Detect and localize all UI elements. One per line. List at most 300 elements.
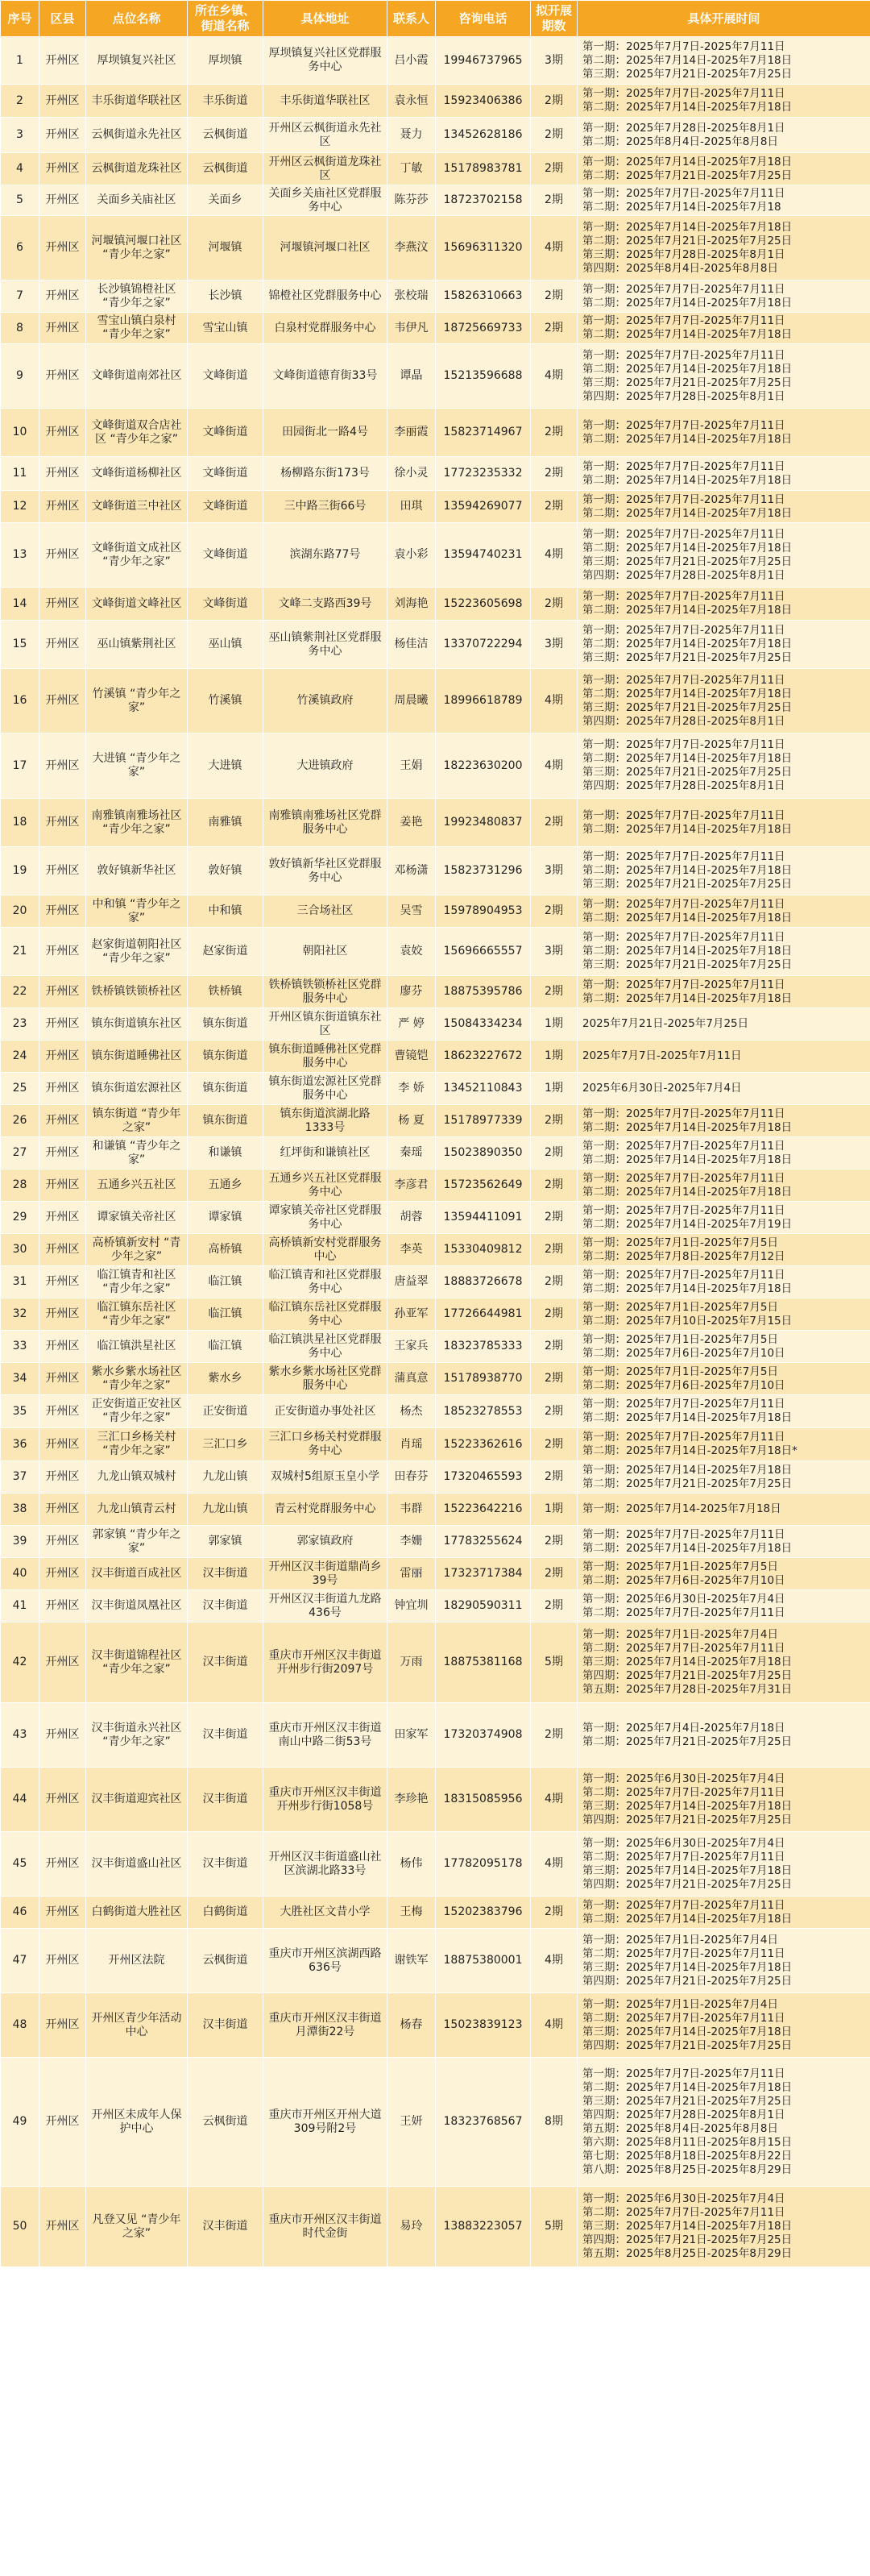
contact-cell: 袁永恒 — [387, 85, 436, 118]
schedule-period-line: 第四期：2025年7月28日-2025年8月1日 — [582, 2108, 785, 2121]
phone-cell: 15723562649 — [436, 1170, 531, 1202]
phone-cell: 17320465593 — [436, 1461, 531, 1494]
contact-cell: 李彦君 — [387, 1170, 436, 1202]
contact-cell: 肖瑶 — [387, 1428, 436, 1461]
contact-cell: 杨佳洁 — [387, 621, 436, 669]
schedule-period-line: 第二期：2025年7月7日-2025年7月11日 — [582, 2011, 785, 2025]
phone-cell: 18875381168 — [436, 1622, 531, 1703]
periods-cell: 4期 — [531, 216, 578, 280]
row-number-cell: 1 — [1, 37, 39, 85]
schedule-period-line: 第二期：2025年7月14日-2025年7月18 — [582, 200, 781, 214]
town-cell: 文峰街道 — [188, 457, 263, 491]
schedule-period-line: 第三期：2025年7月21日-2025年7月25日 — [582, 651, 793, 664]
county-cell: 开州区 — [39, 185, 86, 216]
schedule-period-line: 第一期：2025年7月1日-2025年7月5日 — [582, 1300, 778, 1314]
schedule-period-line: 第二期：2025年7月14日-2025年7月18日 — [582, 296, 793, 310]
table-header-row — [1, 1, 870, 37]
schedule-period-line: 第四期：2025年7月21日-2025年7月25日 — [582, 2233, 793, 2246]
site-name-cell: 大进镇 “青少年之家” — [86, 733, 188, 799]
site-name-cell: 汉丰街道凤凰社区 — [86, 1590, 188, 1622]
periods-cell: 2期 — [531, 491, 578, 523]
contact-cell: 唐益翠 — [387, 1266, 436, 1298]
county-cell: 开州区 — [39, 1073, 86, 1105]
schedule-period-line: 第三期：2025年7月14日-2025年7月18日 — [582, 1799, 793, 1813]
contact-cell: 徐小灵 — [387, 457, 436, 491]
table-row — [1, 1008, 870, 1041]
county-cell: 开州区 — [39, 1202, 86, 1234]
contact-cell: 李燕汶 — [387, 216, 436, 280]
contact-cell: 韦伊凡 — [387, 313, 436, 344]
schedule-period-line: 第四期：2025年7月28日-2025年8月1日 — [582, 714, 785, 728]
address-cell: 高桥镇新安村党群服务中心 — [263, 1234, 387, 1266]
county-cell: 开州区 — [39, 895, 86, 928]
periods-cell: 2期 — [531, 1428, 578, 1461]
address-cell: 紫水乡紫水场社区党群服务中心 — [263, 1363, 387, 1395]
table-row — [1, 733, 870, 799]
contact-cell: 田琪 — [387, 491, 436, 523]
schedule-period-line: 第四期：2025年8月4日-2025年8月8日 — [582, 261, 778, 275]
row-number-cell: 16 — [1, 669, 39, 733]
phone-cell: 15023839123 — [436, 1993, 531, 2058]
schedule-period-line: 第一期：2025年7月14日-2025年7月18日 — [582, 155, 793, 168]
periods-cell: 2期 — [531, 313, 578, 344]
town-cell: 铁桥镇 — [188, 976, 263, 1008]
phone-cell: 15223362616 — [436, 1428, 531, 1461]
phone-cell: 13370722294 — [436, 621, 531, 669]
address-cell: 大胜社区文昔小学 — [263, 1897, 387, 1929]
schedule-time-cell — [578, 1395, 870, 1428]
address-cell: 开州区云枫街道永先社区 — [263, 118, 387, 153]
county-cell: 开州区 — [39, 1558, 86, 1590]
county-cell: 开州区 — [39, 1041, 86, 1073]
phone-cell: 18725669733 — [436, 313, 531, 344]
site-name-cell: 三汇口乡杨关村 “青少年之家” — [86, 1428, 188, 1461]
county-cell: 开州区 — [39, 799, 86, 847]
schedule-period-line: 第一期：2025年7月7日-2025年7月11日 — [582, 459, 785, 473]
row-number-cell: 40 — [1, 1558, 39, 1590]
table-row — [1, 280, 870, 313]
address-cell: 临江镇青和社区党群服务中心 — [263, 1266, 387, 1298]
schedule-period-line: 第一期：2025年7月14-2025年7月18日 — [582, 1502, 781, 1515]
schedule-period-line: 第二期：2025年7月14日-2025年7月18日 — [582, 506, 793, 520]
phone-cell: 18996618789 — [436, 669, 531, 733]
town-cell: 汉丰街道 — [188, 1993, 263, 2058]
periods-cell: 2期 — [531, 1558, 578, 1590]
county-cell: 开州区 — [39, 621, 86, 669]
address-cell: 重庆市开州区汉丰街道开州步行街1058号 — [263, 1768, 387, 1832]
county-cell: 开州区 — [39, 280, 86, 313]
schedule-time-cell — [578, 1008, 870, 1041]
county-cell: 开州区 — [39, 1266, 86, 1298]
periods-cell: 3期 — [531, 37, 578, 85]
periods-cell: 2期 — [531, 1461, 578, 1494]
schedule-time-cell — [578, 1590, 870, 1622]
county-cell: 开州区 — [39, 1526, 86, 1558]
contact-cell: 谢铁军 — [387, 1929, 436, 1993]
address-cell: 重庆市开州区开州大道309号附2号 — [263, 2058, 387, 2187]
town-cell: 文峰街道 — [188, 523, 263, 588]
row-number-cell: 22 — [1, 976, 39, 1008]
address-cell: 红坪街和谦镇社区 — [263, 1137, 387, 1170]
row-number-cell: 20 — [1, 895, 39, 928]
site-name-cell: 郭家镇 “青少年之家” — [86, 1526, 188, 1558]
schedule-period-line: 第一期：2025年6月30日-2025年7月4日 — [582, 2192, 785, 2205]
county-cell: 开州区 — [39, 523, 86, 588]
town-cell: 敦好镇 — [188, 847, 263, 895]
phone-cell: 17782095178 — [436, 1832, 531, 1897]
schedule-period-line: 第三期：2025年7月28日-2025年8月1日 — [582, 247, 785, 261]
schedule-period-line: 第二期：2025年7月6日-2025年7月10日 — [582, 1573, 785, 1587]
contact-cell: 韦群 — [387, 1494, 436, 1526]
contact-cell: 聂力 — [387, 118, 436, 153]
address-cell: 锦橙社区党群服务中心 — [263, 280, 387, 313]
phone-cell: 18323768567 — [436, 2058, 531, 2187]
periods-cell: 3期 — [531, 621, 578, 669]
periods-cell: 3期 — [531, 847, 578, 895]
table-row — [1, 2058, 870, 2187]
address-cell: 文峰二支路西39号 — [263, 588, 387, 621]
schedule-period-line: 第一期：2025年7月1日-2025年7月4日 — [582, 1997, 778, 2011]
schedule-period-line: 第一期：2025年7月7日-2025年7月11日 — [582, 314, 785, 327]
schedule-time-cell — [578, 1137, 870, 1170]
site-name-cell: 文峰街道南郊社区 — [86, 344, 188, 409]
schedule-period-line: 第二期：2025年7月14日-2025年7月18日 — [582, 1153, 793, 1166]
phone-cell: 17323717384 — [436, 1558, 531, 1590]
column-header: 联系人 — [387, 1, 436, 37]
table-row — [1, 1993, 870, 2058]
row-number-cell: 41 — [1, 1590, 39, 1622]
site-name-cell: 云枫街道龙珠社区 — [86, 153, 188, 185]
county-cell: 开州区 — [39, 1363, 86, 1395]
county-cell: 开州区 — [39, 847, 86, 895]
town-cell: 汉丰街道 — [188, 1590, 263, 1622]
phone-cell: 18290590311 — [436, 1590, 531, 1622]
address-cell: 三中路三街66号 — [263, 491, 387, 523]
schedule-period-line: 第一期：2025年7月7日-2025年7月11日 — [582, 673, 785, 687]
table-row — [1, 2187, 870, 2267]
contact-cell: 李丽霞 — [387, 409, 436, 457]
schedule-period-line: 第二期：2025年7月14日-2025年7月18日 — [582, 1120, 793, 1134]
town-cell: 白鹤街道 — [188, 1897, 263, 1929]
column-header: 具体地址 — [263, 1, 387, 37]
schedule-time-cell — [578, 1558, 870, 1590]
site-name-cell: 丰乐街道华联社区 — [86, 85, 188, 118]
periods-cell: 4期 — [531, 1993, 578, 2058]
schedule-period-line: 第二期：2025年7月14日-2025年7月18日* — [582, 1444, 798, 1457]
column-header: 咨询电话 — [436, 1, 531, 37]
address-cell: 铁桥镇铁锁桥社区党群服务中心 — [263, 976, 387, 1008]
row-number-cell: 37 — [1, 1461, 39, 1494]
schedule-time-cell — [578, 895, 870, 928]
table-row — [1, 895, 870, 928]
site-name-cell: 镇东街道睡佛社区 — [86, 1041, 188, 1073]
schedule-time-cell — [578, 457, 870, 491]
town-cell: 中和镇 — [188, 895, 263, 928]
schedule-period-line: 第二期：2025年7月14日-2025年7月18日 — [582, 911, 793, 924]
site-name-cell: 开州区未成年人保护中心 — [86, 2058, 188, 2187]
phone-cell: 17726644981 — [436, 1298, 531, 1331]
periods-cell: 2期 — [531, 1331, 578, 1363]
table-row — [1, 457, 870, 491]
schedule-period-line: 第二期：2025年7月7日-2025年7月11日 — [582, 2206, 785, 2219]
address-cell: 开州区镇东街道镇东社区 — [263, 1008, 387, 1041]
town-cell: 汉丰街道 — [188, 1558, 263, 1590]
town-cell: 临江镇 — [188, 1298, 263, 1331]
schedule-time-cell — [578, 85, 870, 118]
site-name-cell: 镇东街道 “青少年之家” — [86, 1105, 188, 1137]
periods-cell: 5期 — [531, 1622, 578, 1703]
address-cell: 开州区汉丰街道盛山社区滨湖北路33号 — [263, 1832, 387, 1897]
schedule-period-line: 第三期：2025年7月21日-2025年7月25日 — [582, 376, 793, 389]
address-cell: 五通乡兴五社区党群服务中心 — [263, 1170, 387, 1202]
town-cell: 河堰镇 — [188, 216, 263, 280]
phone-cell: 17320374908 — [436, 1703, 531, 1768]
site-name-cell: 汉丰街道永兴社区 “青少年之家” — [86, 1703, 188, 1768]
schedule-period-line: 第一期：2025年7月7日-2025年7月11日 — [582, 738, 785, 751]
periods-cell: 2期 — [531, 409, 578, 457]
contact-cell: 吕小霞 — [387, 37, 436, 85]
row-number-cell: 47 — [1, 1929, 39, 1993]
schedule-period-line: 第八期：2025年8月25日-2025年8月29日 — [582, 2163, 793, 2176]
periods-cell: 2期 — [531, 1202, 578, 1234]
schedule-period-line: 第三期：2025年7月21日-2025年7月25日 — [582, 878, 793, 891]
schedule-period-line: 第二期：2025年7月14日-2025年7月18日 — [582, 362, 793, 376]
phone-cell: 15823731296 — [436, 847, 531, 895]
phone-cell: 15178983781 — [436, 153, 531, 185]
table-row — [1, 1494, 870, 1526]
table-row — [1, 1622, 870, 1703]
county-cell: 开州区 — [39, 1929, 86, 1993]
town-cell: 九龙山镇 — [188, 1461, 263, 1494]
table-row — [1, 1703, 870, 1768]
contact-cell: 李 娇 — [387, 1073, 436, 1105]
town-cell: 郭家镇 — [188, 1526, 263, 1558]
address-cell: 朝阳社区 — [263, 928, 387, 976]
phone-cell: 15084334234 — [436, 1008, 531, 1041]
schedule-period-line: 第一期：2025年7月4日-2025年7月18日 — [582, 1721, 785, 1735]
periods-cell: 2期 — [531, 1137, 578, 1170]
schedule-period-line: 第五期：2025年7月28日-2025年7月31日 — [582, 1683, 793, 1696]
schedule-time-cell — [578, 621, 870, 669]
phone-cell: 15696311320 — [436, 216, 531, 280]
column-header: 区县 — [39, 1, 86, 37]
schedule-period-line: 第三期：2025年7月14日-2025年7月18日 — [582, 1960, 793, 1974]
schedule-period-line: 第二期：2025年7月14日-2025年7月18日 — [582, 1411, 793, 1424]
county-cell: 开州区 — [39, 118, 86, 153]
schedule-period-line: 第一期：2025年7月7日-2025年7月11日 — [582, 87, 785, 100]
address-cell: 重庆市开州区汉丰街道开州步行街2097号 — [263, 1622, 387, 1703]
phone-cell: 18323785333 — [436, 1331, 531, 1363]
schedule-period-line: 第四期：2025年7月21日-2025年7月25日 — [582, 2038, 793, 2052]
table-row — [1, 976, 870, 1008]
site-name-cell: 河堰镇河堰口社区 “青少年之家” — [86, 216, 188, 280]
county-cell: 开州区 — [39, 1622, 86, 1703]
periods-cell: 2期 — [531, 895, 578, 928]
town-cell: 汉丰街道 — [188, 1768, 263, 1832]
row-number-cell: 19 — [1, 847, 39, 895]
site-name-cell: 白鹤街道大胜社区 — [86, 1897, 188, 1929]
town-cell: 文峰街道 — [188, 491, 263, 523]
phone-cell: 15178977339 — [436, 1105, 531, 1137]
contact-cell: 姜艳 — [387, 799, 436, 847]
schedule-time-cell — [578, 153, 870, 185]
county-cell: 开州区 — [39, 1590, 86, 1622]
row-number-cell: 48 — [1, 1993, 39, 2058]
row-number-cell: 11 — [1, 457, 39, 491]
schedule-period-line: 第一期：2025年7月7日-2025年7月11日 — [582, 1431, 785, 1444]
schedule-time-cell — [578, 976, 870, 1008]
county-cell: 开州区 — [39, 1008, 86, 1041]
county-cell: 开州区 — [39, 2058, 86, 2187]
address-cell: 双城村5组原玉皇小学 — [263, 1461, 387, 1494]
schedule-period-line: 第五期：2025年8月4日-2025年8月8日 — [582, 2121, 778, 2135]
table-row — [1, 491, 870, 523]
site-name-cell: 文峰街道杨柳社区 — [86, 457, 188, 491]
phone-cell: 19923480837 — [436, 799, 531, 847]
schedule-period-line: 第二期：2025年7月14日-2025年7月18日 — [582, 1282, 793, 1295]
county-cell: 开州区 — [39, 37, 86, 85]
town-cell: 五通乡 — [188, 1170, 263, 1202]
periods-cell: 2期 — [531, 185, 578, 216]
town-cell: 丰乐街道 — [188, 85, 263, 118]
schedule-period-line: 第二期：2025年7月14日-2025年7月18日 — [582, 604, 793, 617]
town-cell: 云枫街道 — [188, 118, 263, 153]
site-name-cell: 开州区青少年活动中心 — [86, 1993, 188, 2058]
schedule-time-cell — [578, 1929, 870, 1993]
schedule-period-line: 第二期：2025年7月14日-2025年7月18日 — [582, 822, 793, 836]
phone-cell: 13883223057 — [436, 2187, 531, 2267]
row-number-cell: 50 — [1, 2187, 39, 2267]
town-cell: 汉丰街道 — [188, 1832, 263, 1897]
schedule-period-line: 第一期：2025年7月1日-2025年7月5日 — [582, 1560, 778, 1573]
address-cell: 正安街道办事处社区 — [263, 1395, 387, 1428]
town-cell: 关面乡 — [188, 185, 263, 216]
schedule-time-cell — [578, 1703, 870, 1768]
periods-cell: 5期 — [531, 2187, 578, 2267]
town-cell: 长沙镇 — [188, 280, 263, 313]
site-name-cell: 临江镇青和社区 “青少年之家” — [86, 1266, 188, 1298]
schedule-period-line: 第四期：2025年7月28日-2025年8月1日 — [582, 568, 785, 582]
phone-cell: 18223630200 — [436, 733, 531, 799]
site-name-cell: 临江镇洪星社区 — [86, 1331, 188, 1363]
table-row — [1, 847, 870, 895]
phone-cell: 18875380001 — [436, 1929, 531, 1993]
address-cell: 开州区云枫街道龙珠社区 — [263, 153, 387, 185]
contact-cell: 袁姣 — [387, 928, 436, 976]
town-cell: 云枫街道 — [188, 153, 263, 185]
site-name-cell: 九龙山镇青云村 — [86, 1494, 188, 1526]
schedule-period-line: 第一期：2025年7月1日-2025年7月4日 — [582, 1933, 778, 1947]
county-cell: 开州区 — [39, 1395, 86, 1428]
address-cell: 三汇口乡杨关村党群服务中心 — [263, 1428, 387, 1461]
row-number-cell: 31 — [1, 1266, 39, 1298]
row-number-cell: 10 — [1, 409, 39, 457]
site-name-cell: 汉丰街道锦程社区 “青少年之家” — [86, 1622, 188, 1703]
schedule-period-line: 第一期：2025年7月7日-2025年7月11日 — [582, 39, 785, 53]
table-row — [1, 37, 870, 85]
town-cell: 九龙山镇 — [188, 1494, 263, 1526]
table-row — [1, 1558, 870, 1590]
site-name-cell: 文峰街道文峰社区 — [86, 588, 188, 621]
column-header: 具体开展时间 — [578, 1, 870, 37]
table-row — [1, 1428, 870, 1461]
site-name-cell: 关面乡关庙社区 — [86, 185, 188, 216]
row-number-cell: 44 — [1, 1768, 39, 1832]
schedule-period-line: 第一期：2025年7月7日-2025年7月11日 — [582, 931, 785, 944]
schedule-time-cell — [578, 1041, 870, 1073]
schedule-period-line: 第三期：2025年7月21日-2025年7月25日 — [582, 766, 793, 779]
periods-cell: 2期 — [531, 799, 578, 847]
contact-cell: 万雨 — [387, 1622, 436, 1703]
site-name-cell: 竹溪镇 “青少年之家” — [86, 669, 188, 733]
town-cell: 文峰街道 — [188, 344, 263, 409]
schedule-period-line: 第一期：2025年7月7日-2025年7月11日 — [582, 1171, 785, 1185]
town-cell: 镇东街道 — [188, 1073, 263, 1105]
row-number-cell: 28 — [1, 1170, 39, 1202]
periods-cell: 2期 — [531, 1363, 578, 1395]
periods-cell: 4期 — [531, 1929, 578, 1993]
schedule-time-cell — [578, 1202, 870, 1234]
address-cell: 竹溪镇政府 — [263, 669, 387, 733]
phone-cell: 15823714967 — [436, 409, 531, 457]
contact-cell: 杨春 — [387, 1993, 436, 2058]
schedule-period-line: 第二期：2025年7月7日-2025年7月11日 — [582, 1606, 785, 1619]
schedule-time-cell — [578, 588, 870, 621]
site-name-cell: 巫山镇紫荆社区 — [86, 621, 188, 669]
phone-cell: 13452110843 — [436, 1073, 531, 1105]
schedule-period-line: 第一期：2025年7月7日-2025年7月11日 — [582, 1107, 785, 1120]
schedule-period-line: 第二期：2025年7月14日-2025年7月18日 — [582, 328, 793, 341]
contact-cell: 王梅 — [387, 1897, 436, 1929]
schedule-period-line: 第一期：2025年7月7日-2025年7月11日 — [582, 1398, 785, 1411]
site-name-cell: 汉丰街道盛山社区 — [86, 1832, 188, 1897]
county-cell: 开州区 — [39, 1494, 86, 1526]
contact-cell: 邓杨潇 — [387, 847, 436, 895]
town-cell: 赵家街道 — [188, 928, 263, 976]
table-row — [1, 1526, 870, 1558]
county-cell: 开州区 — [39, 928, 86, 976]
row-number-cell: 43 — [1, 1703, 39, 1768]
schedule-period-line: 第二期：2025年7月14日-2025年7月18日 — [582, 1912, 793, 1926]
schedule-period-line: 第四期：2025年7月28日-2025年8月1日 — [582, 389, 785, 403]
schedule-time-cell — [578, 2058, 870, 2187]
periods-cell: 1期 — [531, 1494, 578, 1526]
table-row — [1, 85, 870, 118]
schedule-time-cell — [578, 1073, 870, 1105]
row-number-cell: 5 — [1, 185, 39, 216]
periods-cell: 1期 — [531, 1073, 578, 1105]
schedule-period-line: 第一期：2025年7月7日-2025年7月11日 — [582, 348, 785, 362]
address-cell: 青云村党群服务中心 — [263, 1494, 387, 1526]
contact-cell: 张校瑞 — [387, 280, 436, 313]
county-cell: 开州区 — [39, 409, 86, 457]
schedule-period-line: 第三期：2025年7月21日-2025年7月25日 — [582, 2094, 793, 2108]
table-row — [1, 1170, 870, 1202]
address-cell: 开州区汉丰街道鼎尚乡39号 — [263, 1558, 387, 1590]
county-cell: 开州区 — [39, 344, 86, 409]
county-cell: 开州区 — [39, 1137, 86, 1170]
town-cell: 临江镇 — [188, 1331, 263, 1363]
town-cell: 三汇口乡 — [188, 1428, 263, 1461]
row-number-cell: 26 — [1, 1105, 39, 1137]
schedule-period-line: 第一期：2025年7月7日-2025年7月11日 — [582, 897, 785, 911]
schedule-period-line: 第二期：2025年7月14日-2025年7月18日 — [582, 101, 793, 114]
town-cell: 镇东街道 — [188, 1008, 263, 1041]
row-number-cell: 29 — [1, 1202, 39, 1234]
address-cell: 田园街北一路4号 — [263, 409, 387, 457]
contact-cell: 钟宜圳 — [387, 1590, 436, 1622]
address-cell: 丰乐街道华联社区 — [263, 85, 387, 118]
